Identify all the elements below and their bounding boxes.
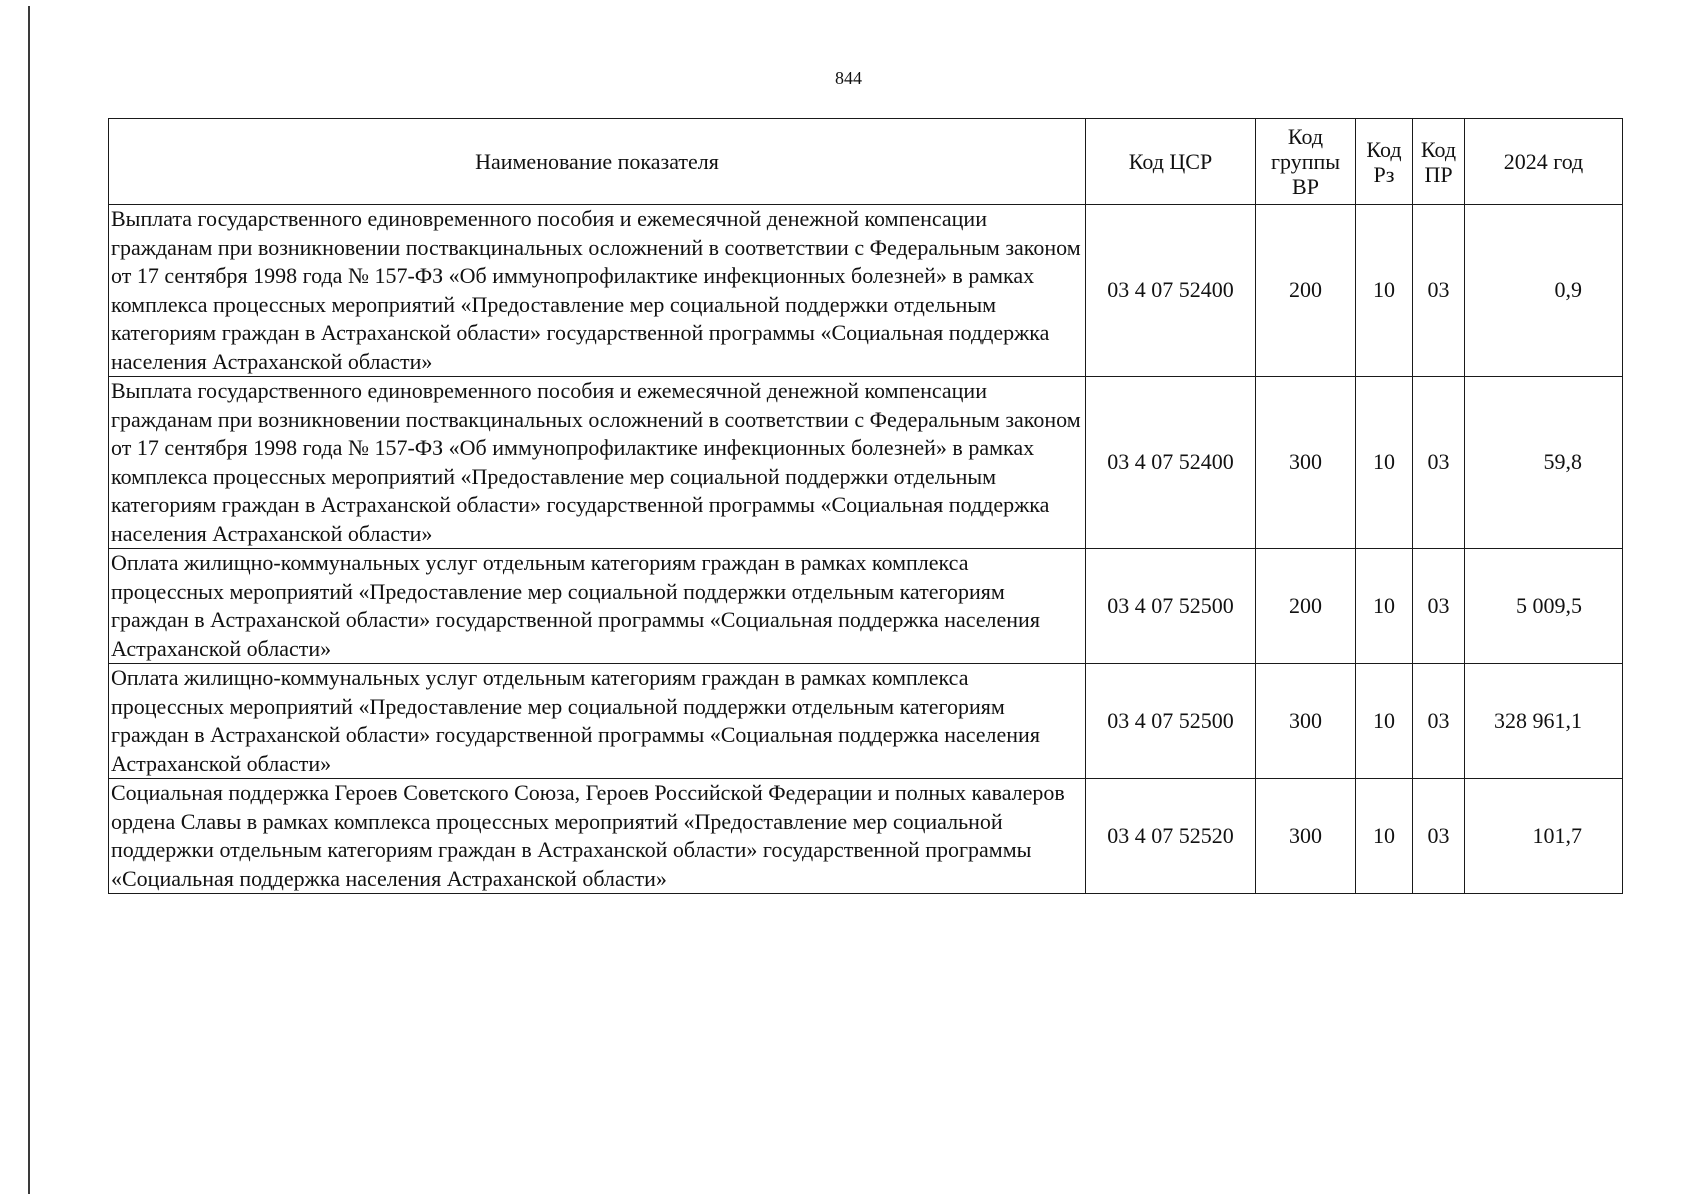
scan-edge-line [28,6,30,1194]
row-vr: 300 [1256,664,1356,779]
row-amount: 59,8 [1465,377,1623,549]
row-rz: 10 [1356,377,1413,549]
row-vr: 200 [1256,549,1356,664]
row-amount: 5 009,5 [1465,549,1623,664]
row-vr: 200 [1256,205,1356,377]
row-pr: 03 [1413,205,1465,377]
row-csr: 03 4 07 52500 [1086,549,1256,664]
row-vr: 300 [1256,779,1356,894]
row-rz: 10 [1356,664,1413,779]
header-pr: Код ПР [1413,119,1465,205]
header-year: 2024 год [1465,119,1623,205]
table-row [109,779,1623,894]
row-rz: 10 [1356,205,1413,377]
table-row [109,205,1623,377]
row-name: Оплата жилищно-коммунальных услуг отдельным категориям граждан в рамках комплекса процессных мероприятий «Предоставление мер социальной поддержки отдельным категориям граждан в Астраханской области» государственной программы «Социальная поддержка населения Астраханской области» [109,549,1086,664]
row-csr: 03 4 07 52400 [1086,377,1256,549]
header-csr: Код ЦСР [1086,119,1256,205]
row-rz: 10 [1356,779,1413,894]
row-amount: 328 961,1 [1465,664,1623,779]
header-name: Наименование показателя [109,119,1086,205]
row-rz: 10 [1356,549,1413,664]
row-pr: 03 [1413,549,1465,664]
row-pr: 03 [1413,664,1465,779]
table-row [109,664,1623,779]
row-vr: 300 [1256,377,1356,549]
row-name: Выплата государственного единовременного пособия и ежемесячной денежной компенсации гражданам при возникновении поствакцинальных осложнений в соответствии с Федеральным законом от 17 сентября 1998 года № 157-ФЗ «Об иммунопрофилактике инфекционных болезней» в рамках комплекса процессных мероприятий «Предоставление мер социальной поддержки отдельным категориям граждан в Астраханской области» государственной программы «Социальная поддержка населения Астраханской области» [109,377,1086,549]
row-amount: 101,7 [1465,779,1623,894]
row-csr: 03 4 07 52500 [1086,664,1256,779]
page-number: 844 [835,68,862,88]
header-vr: Код группы ВР [1256,119,1356,205]
row-name: Социальная поддержка Героев Советского Союза, Героев Российской Федерации и полных кавалеров ордена Славы в рамках комплекса процессных мероприятий «Предоставление мер социальной поддержки отдельным категориям граждан в Астраханской области» государственной программы «Социальная поддержка населения Астраханской области» [109,779,1086,894]
table-header-row [109,119,1623,205]
budget-table [108,118,1623,894]
row-csr: 03 4 07 52520 [1086,779,1256,894]
table-row [109,377,1623,549]
row-csr: 03 4 07 52400 [1086,205,1256,377]
row-pr: 03 [1413,377,1465,549]
row-name: Выплата государственного единовременного пособия и ежемесячной денежной компенсации гражданам при возникновении поствакцинальных осложнений в соответствии с Федеральным законом от 17 сентября 1998 года № 157-ФЗ «Об иммунопрофилактике инфекционных болезней» в рамках комплекса процессных мероприятий «Предоставление мер социальной поддержки отдельным категориям граждан в Астраханской области» государственной программы «Социальная поддержка населения Астраханской области» [109,205,1086,377]
header-rz: Код Рз [1356,119,1413,205]
table-row [109,549,1623,664]
row-amount: 0,9 [1465,205,1623,377]
row-name: Оплата жилищно-коммунальных услуг отдельным категориям граждан в рамках комплекса процессных мероприятий «Предоставление мер социальной поддержки отдельным категориям граждан в Астраханской области» государственной программы «Социальная поддержка населения Астраханской области» [109,664,1086,779]
row-pr: 03 [1413,779,1465,894]
